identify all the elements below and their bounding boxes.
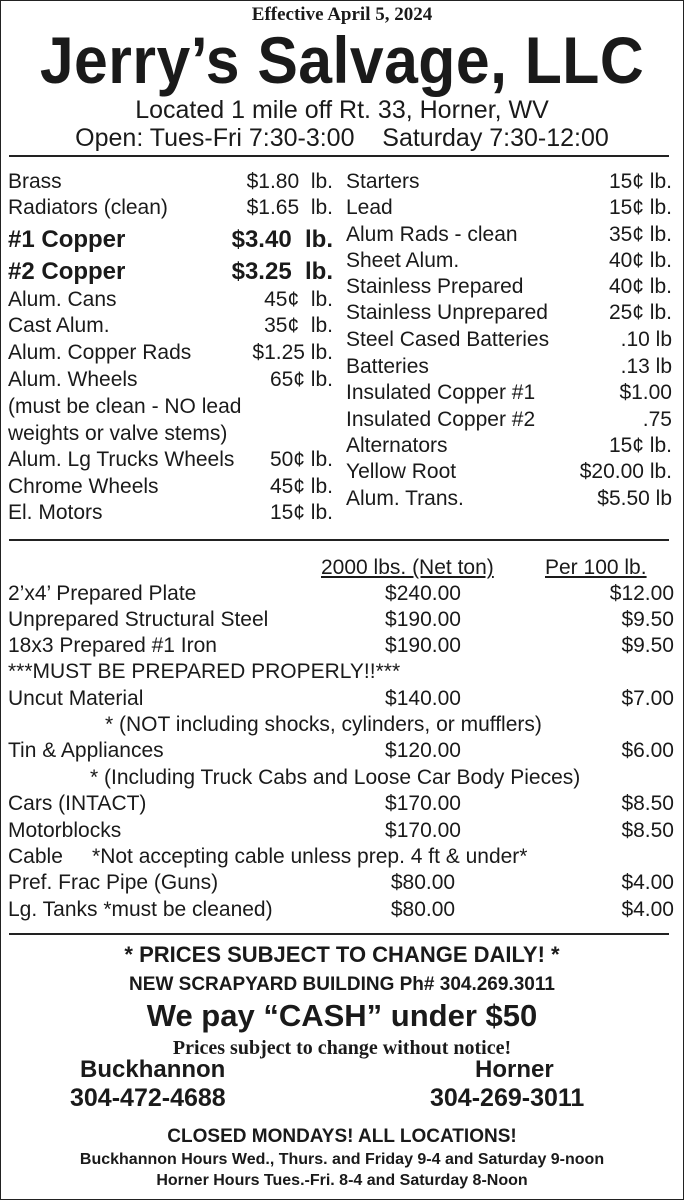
price-row: Stainless Prepared 40¢ lb. — [346, 275, 672, 298]
price-note: weights or valve stems) — [8, 422, 228, 445]
price-notice: Prices subject to change without notice! — [172, 1037, 512, 1059]
bulk-row: Uncut Material $140.00 $7.00 — [8, 687, 674, 710]
divider-bottom — [9, 933, 669, 935]
price-row: Yellow Root $20.00 lb. — [346, 460, 672, 483]
hours-buckhannon: Buckhannon Hours Wed., Thurs. and Friday 9-4 and Saturday 9-noon — [79, 1151, 605, 1168]
price-row: Lead 15¢ lb. — [346, 196, 672, 219]
bulk-row: Tin & Appliances $120.00 $6.00 — [8, 739, 674, 762]
building-phone: NEW SCRAPYARD BUILDING Ph# 304.269.3011 — [129, 974, 555, 995]
price-note: (must be clean - NO lead — [8, 395, 242, 418]
price-row: Alternators 15¢ lb. — [346, 434, 672, 457]
hours-horner: Horner Hours Tues.-Fri. 8-4 and Saturday 8-Noon — [156, 1172, 528, 1189]
bulk-row: Pref. Frac Pipe (Guns) $80.00 $4.00 — [8, 871, 674, 894]
price-row: Alum. Copper Rads $1.25 lb. — [8, 341, 333, 364]
divider-middle — [9, 539, 669, 541]
price-row: Brass $1.80 lb. — [8, 170, 333, 193]
location-buckhannon: Buckhannon — [80, 1056, 226, 1083]
phone-horner: 304-269-3011 — [430, 1084, 585, 1112]
bulk-row: Motorblocks $170.00 $8.50 — [8, 819, 674, 842]
price-row: Stainless Unprepared 25¢ lb. — [346, 301, 672, 324]
bulk-row: Cars (INTACT) $170.00 $8.50 — [8, 792, 674, 815]
price-row: Alum. Wheels 65¢ lb. — [8, 368, 333, 391]
price-row: El. Motors 15¢ lb. — [8, 501, 333, 524]
price-row: Steel Cased Batteries .10 lb — [346, 328, 672, 351]
bulk-row: Unprepared Structural Steel $190.00 $9.50 — [8, 608, 674, 631]
uncut-note: * (NOT including shocks, cylinders, or mufflers) — [105, 713, 542, 736]
phone-buckhannon: 304-472-4688 — [70, 1084, 226, 1112]
price-row: Alum. Lg Trucks Wheels 50¢ lb. — [8, 448, 333, 471]
location-line: Located 1 mile off Rt. 33, Horner, WV — [135, 96, 549, 124]
business-title: Jerry’s Salvage, LLC — [39, 23, 645, 97]
bulk-row: Lg. Tanks *must be cleaned) $80.00 $4.00 — [8, 898, 674, 921]
bulk-row: 18x3 Prepared #1 Iron $190.00 $9.50 — [8, 634, 674, 657]
effective-date: Effective April 5, 2024 — [251, 4, 433, 25]
bulk-row: 2’x4’ Prepared Plate $240.00 $12.00 — [8, 582, 674, 605]
price-row: Sheet Alum. 40¢ lb. — [346, 249, 672, 272]
price-row: Radiators (clean) $1.65 lb. — [8, 196, 333, 219]
price-row: Cast Alum. 35¢ lb. — [8, 314, 333, 337]
price-row-highlight: #2 Copper $3.25 lb. — [8, 258, 333, 285]
cable-note: Cable *Not accepting cable unless prep. 4 ft & under* — [8, 845, 528, 868]
divider-top — [9, 155, 669, 157]
price-row: Chrome Wheels 45¢ lb. — [8, 475, 333, 498]
price-row: Starters 15¢ lb. — [346, 170, 672, 193]
closed-notice: CLOSED MONDAYS! ALL LOCATIONS! — [167, 1126, 517, 1147]
location-horner: Horner — [475, 1056, 554, 1083]
header-per-100: Per 100 lb. — [545, 556, 647, 579]
price-row: Batteries .13 lb — [346, 355, 672, 378]
tin-note: * (Including Truck Cabs and Loose Car Body Pieces) — [90, 766, 581, 789]
header-net-ton: 2000 lbs. (Net ton) — [321, 556, 494, 579]
prices-change-banner: * PRICES SUBJECT TO CHANGE DAILY! * — [124, 942, 560, 967]
price-row: Insulated Copper #2 .75 — [346, 408, 672, 431]
price-row: Alum. Trans. $5.50 lb — [346, 487, 672, 510]
cash-banner: We pay “CASH” under $50 — [146, 998, 538, 1033]
open-hours: Open: Tues-Fri 7:30-3:00 Saturday 7:30-12:00 — [75, 124, 609, 152]
price-row: Alum. Cans 45¢ lb. — [8, 288, 333, 311]
bulk-warning: ***MUST BE PREPARED PROPERLY!!*** — [8, 660, 401, 683]
price-row: Alum Rads - clean 35¢ lb. — [346, 223, 672, 246]
price-row: Insulated Copper #1 $1.00 — [346, 381, 672, 404]
price-row-highlight: #1 Copper $3.40 lb. — [8, 226, 333, 253]
